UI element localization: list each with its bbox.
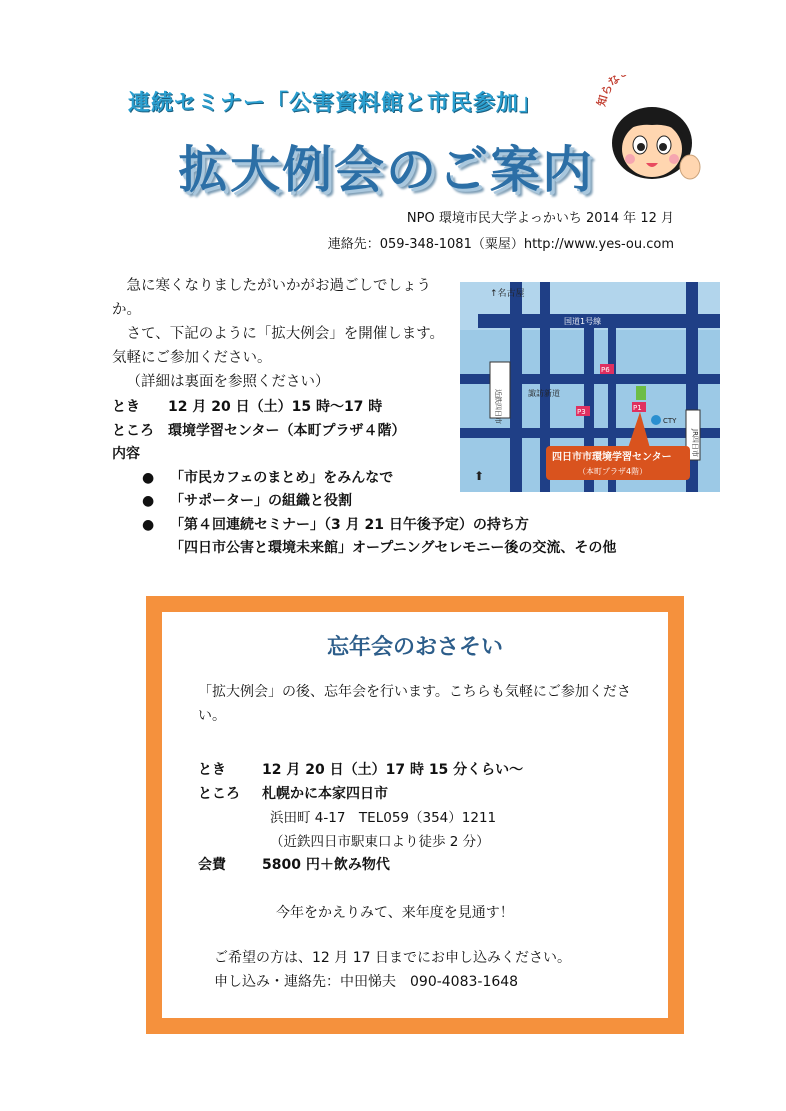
map-north-label: ↑名古屋 bbox=[490, 289, 525, 299]
intro-line-1: 急に寒くなりましたがいかがお過ごしでしょうか。 bbox=[112, 278, 431, 318]
intro-text bbox=[112, 274, 457, 394]
where-value: 環境学習センター（本町プラザ４階） bbox=[168, 422, 406, 439]
bonenkai-reflection: 今年をかえりみて、来年度を見通す！ bbox=[276, 905, 514, 921]
contact-line: 連絡先：059-348-1081（粟屋）http://www.yes-ou.com bbox=[327, 237, 674, 252]
map-parking-p3: P3 bbox=[577, 408, 586, 416]
bonenkai-address: 浜田町 4-17 TEL059（354）1211 bbox=[270, 810, 497, 826]
bonenkai-intro bbox=[198, 680, 648, 728]
location-map bbox=[460, 282, 720, 492]
map-street-label: 諏訪新道 bbox=[528, 389, 560, 398]
content-item-3-continued: 「四日市公害と環境未来館」オープニングセレモニー後の交流、その他 bbox=[170, 540, 617, 556]
bonenkai-when-value: 12 月 20 日（土）17 時 15 分くらい～ bbox=[262, 762, 524, 778]
map-cty-label: CTY bbox=[663, 417, 677, 425]
map-jr-label: JR四日市 bbox=[691, 429, 699, 457]
seminar-subtitle: 連続セミナー「公害資料館と市民参加」 bbox=[128, 91, 543, 116]
bonenkai-apply-deadline: ご希望の方は、12 月 17 日までにお申し込みください。 bbox=[214, 950, 571, 966]
mascot-caption: 知らな bbox=[594, 75, 623, 108]
bonenkai-apply-contact: 申し込み・連絡先：中田悌夫 090-4083-1648 bbox=[214, 974, 519, 990]
intro-line-2: さて、下記のように「拡大例会」を開催します。気軽にご参加ください。 bbox=[112, 326, 445, 366]
content-item-1: 「市民カフェのまとめ」をみんなで bbox=[170, 469, 394, 486]
mascot-image bbox=[590, 75, 710, 185]
bonenkai-fee-label: 会費 bbox=[198, 857, 226, 873]
svg-text:知らなきゃソンソン bbox=[594, 75, 687, 108]
map-parking-p1: P1 bbox=[633, 404, 642, 412]
mascot-icon bbox=[590, 75, 710, 185]
bonenkai-where-value: 札幌かに本家四日市 bbox=[262, 786, 388, 802]
bullet-icon: ● bbox=[142, 516, 155, 533]
when-label: とき bbox=[112, 399, 140, 415]
bonenkai-where-label: ところ bbox=[198, 786, 240, 802]
bullet-icon: ● bbox=[142, 469, 155, 486]
bonenkai-title: 忘年会のおさそい bbox=[326, 634, 503, 660]
bonenkai-details bbox=[198, 758, 523, 806]
map-callout-title: 四日市市環境学習センター bbox=[552, 452, 672, 463]
bonenkai-inner bbox=[162, 612, 668, 1018]
bonenkai-access: （近鉄四日市駅東口より徒歩 2 分） bbox=[270, 834, 490, 850]
content-label: 内容 bbox=[112, 446, 140, 462]
bonenkai-address-block bbox=[270, 806, 496, 854]
organization-line: NPO 環境市民大学よっかいち 2014 年 12 月 bbox=[406, 211, 674, 226]
where-label: ところ bbox=[112, 422, 154, 439]
bonenkai-box bbox=[146, 596, 684, 1034]
intro-line-3: （詳細は裏面を参照ください） bbox=[126, 374, 330, 390]
page-title: 拡大例会のご案内 bbox=[178, 141, 594, 199]
bonenkai-fee bbox=[198, 854, 390, 874]
content-item-2: 「サポーター」の組織と役割 bbox=[170, 493, 352, 509]
map-callout-subtitle: （本町プラザ4階） bbox=[578, 467, 648, 476]
list-item bbox=[112, 490, 616, 514]
list-item bbox=[112, 514, 616, 538]
compass-icon: ⬆ bbox=[474, 469, 485, 483]
bonenkai-fee-value: 5800 円＋飲み物代 bbox=[262, 857, 390, 873]
map-graphic bbox=[460, 282, 720, 492]
bonenkai-apply bbox=[214, 946, 571, 994]
content-item-3: 「第４回連続セミナー」（3 月 21 日午後予定）の持ち方 bbox=[170, 516, 529, 533]
bonenkai-when-label: とき bbox=[198, 762, 226, 778]
map-route-label: 国道1号線 bbox=[564, 317, 602, 326]
when-value: 12 月 20 日（土）15 時～17 時 bbox=[168, 399, 383, 415]
bullet-icon: ● bbox=[142, 493, 155, 509]
map-station-label: 近鉄四日市 bbox=[494, 389, 502, 424]
map-parking-p6: P6 bbox=[601, 366, 610, 374]
bonenkai-intro-text: 「拡大例会」の後、忘年会を行います。こちらも気軽にご参加ください。 bbox=[198, 684, 631, 724]
